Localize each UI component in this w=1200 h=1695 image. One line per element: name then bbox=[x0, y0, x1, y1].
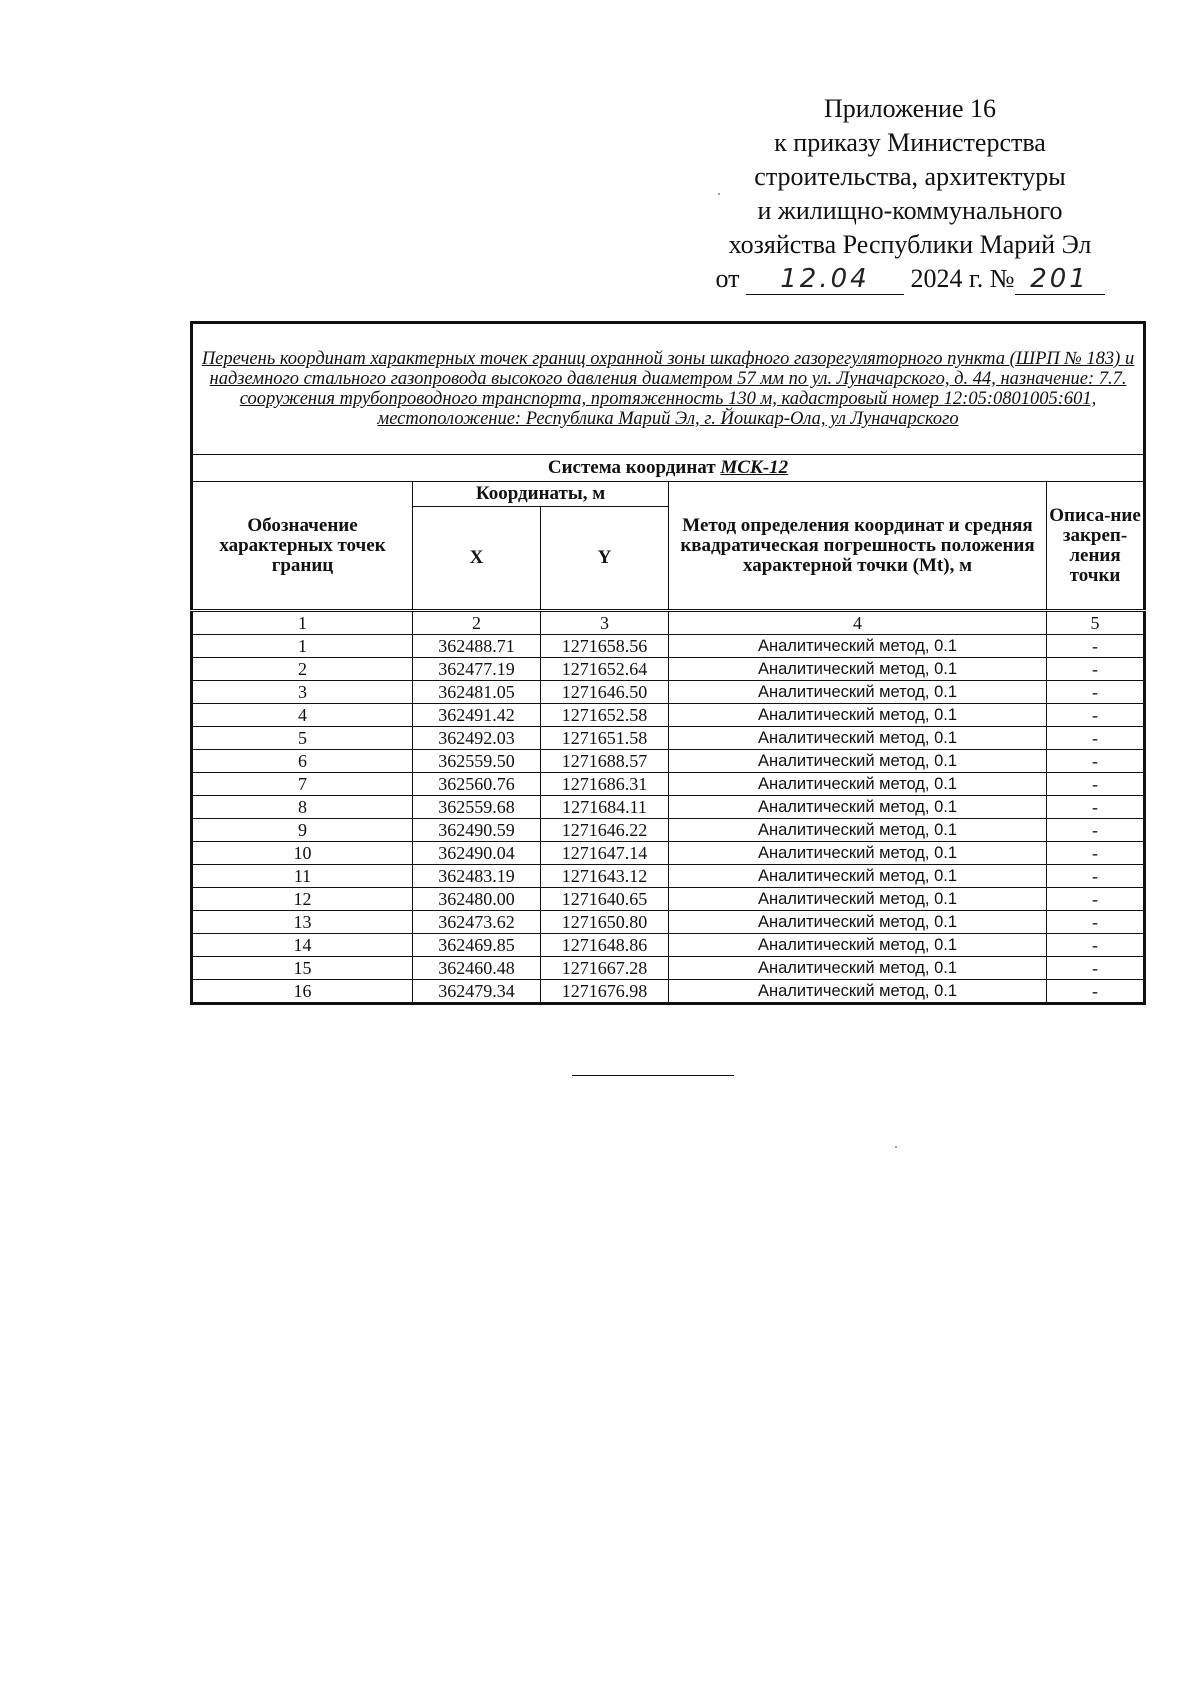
header-x: X bbox=[413, 507, 541, 611]
x-cell: 362560.76 bbox=[413, 773, 541, 796]
method-cell: Аналитический метод, 0.1 bbox=[669, 773, 1047, 796]
column-number-3: 3 bbox=[541, 611, 669, 635]
y-cell: 1271650.80 bbox=[541, 911, 669, 934]
method-cell: Аналитический метод, 0.1 bbox=[669, 681, 1047, 704]
header-y: Y bbox=[541, 507, 669, 611]
table-row bbox=[192, 773, 1145, 796]
column-number-5: 5 bbox=[1047, 611, 1145, 635]
table-row bbox=[192, 980, 1145, 1004]
description-cell: - bbox=[1047, 658, 1145, 681]
table-row bbox=[192, 957, 1145, 980]
x-cell: 362479.34 bbox=[413, 980, 541, 1004]
end-divider bbox=[572, 1075, 734, 1076]
description-cell: - bbox=[1047, 957, 1145, 980]
caption-row bbox=[192, 323, 1145, 455]
description-cell: - bbox=[1047, 681, 1145, 704]
coordinate-system bbox=[192, 455, 1145, 482]
description-cell: - bbox=[1047, 819, 1145, 842]
method-cell: Аналитический метод, 0.1 bbox=[669, 819, 1047, 842]
table-row bbox=[192, 819, 1145, 842]
point-cell: 3 bbox=[192, 681, 413, 704]
year-number-label: 2024 г. № bbox=[910, 264, 1015, 293]
x-cell: 362483.19 bbox=[413, 865, 541, 888]
coordinate-system-row bbox=[192, 455, 1145, 482]
point-cell: 15 bbox=[192, 957, 413, 980]
description-cell: - bbox=[1047, 980, 1145, 1004]
x-cell: 362490.04 bbox=[413, 842, 541, 865]
method-cell: Аналитический метод, 0.1 bbox=[669, 934, 1047, 957]
description-cell: - bbox=[1047, 842, 1145, 865]
x-cell: 362480.00 bbox=[413, 888, 541, 911]
y-cell: 1271648.86 bbox=[541, 934, 669, 957]
header-method: Метод определения координат и средняя квадратическая погрешность положения характерной точки (Mt), м bbox=[669, 482, 1047, 611]
column-numbers-row bbox=[192, 611, 1145, 635]
y-cell: 1271652.64 bbox=[541, 658, 669, 681]
y-cell: 1271640.65 bbox=[541, 888, 669, 911]
method-cell: Аналитический метод, 0.1 bbox=[669, 796, 1047, 819]
method-cell: Аналитический метод, 0.1 bbox=[669, 865, 1047, 888]
description-cell: - bbox=[1047, 635, 1145, 658]
column-number-1: 1 bbox=[192, 611, 413, 635]
coordinate-system-label: Система координат bbox=[547, 457, 716, 478]
header-row-1 bbox=[192, 482, 1145, 507]
point-cell: 11 bbox=[192, 865, 413, 888]
coordinate-system-value: МСК-12 bbox=[720, 457, 789, 478]
y-cell: 1271686.31 bbox=[541, 773, 669, 796]
header-designation: Обозначение характерных точек границ bbox=[192, 482, 413, 611]
method-cell: Аналитический метод, 0.1 bbox=[669, 980, 1047, 1004]
table-row bbox=[192, 704, 1145, 727]
ministry-line-1: строительства, архитектуры bbox=[754, 162, 1066, 191]
table-row bbox=[192, 888, 1145, 911]
date-prefix: от bbox=[715, 264, 740, 293]
column-number-2: 2 bbox=[413, 611, 541, 635]
x-cell: 362473.62 bbox=[413, 911, 541, 934]
table-row bbox=[192, 750, 1145, 773]
point-cell: 13 bbox=[192, 911, 413, 934]
x-cell: 362559.68 bbox=[413, 796, 541, 819]
scan-speck bbox=[895, 1146, 897, 1148]
point-cell: 16 bbox=[192, 980, 413, 1004]
order-date-line bbox=[700, 262, 1120, 296]
point-cell: 2 bbox=[192, 658, 413, 681]
x-cell: 362460.48 bbox=[413, 957, 541, 980]
table-row bbox=[192, 842, 1145, 865]
method-cell: Аналитический метод, 0.1 bbox=[669, 658, 1047, 681]
header-coordinates: Координаты, м bbox=[413, 482, 669, 507]
appendix-header bbox=[700, 92, 1120, 296]
description-cell: - bbox=[1047, 888, 1145, 911]
table-row bbox=[192, 681, 1145, 704]
coordinates-table bbox=[190, 321, 1146, 1005]
x-cell: 362477.19 bbox=[413, 658, 541, 681]
point-cell: 4 bbox=[192, 704, 413, 727]
description-cell: - bbox=[1047, 727, 1145, 750]
method-cell: Аналитический метод, 0.1 bbox=[669, 911, 1047, 934]
y-cell: 1271643.12 bbox=[541, 865, 669, 888]
table-row bbox=[192, 658, 1145, 681]
y-cell: 1271684.11 bbox=[541, 796, 669, 819]
method-cell: Аналитический метод, 0.1 bbox=[669, 704, 1047, 727]
x-cell: 362481.05 bbox=[413, 681, 541, 704]
description-cell: - bbox=[1047, 865, 1145, 888]
table-caption: Перечень координат характерных точек границ охранной зоны шкафного газорегуляторного пункта (ШРП № 183) и надземного стального газопровода высокого давления диаметром 57 мм по ул. Луначарского, д. 44, назначение: 7.7. сооружения трубопроводного транспорта, протяженность 130 м, кадастровый номер 12:05:0801005:601, местоположение: Республика Марий Эл, г. Йошкар-Ола, ул Луначарского bbox=[192, 323, 1145, 455]
ministry-line-3: хозяйства Республики Марий Эл bbox=[728, 230, 1092, 259]
table-row bbox=[192, 796, 1145, 819]
y-cell: 1271647.14 bbox=[541, 842, 669, 865]
scan-speck bbox=[718, 193, 720, 195]
y-cell: 1271646.22 bbox=[541, 819, 669, 842]
description-cell: - bbox=[1047, 750, 1145, 773]
table-row bbox=[192, 911, 1145, 934]
method-cell: Аналитический метод, 0.1 bbox=[669, 842, 1047, 865]
handwritten-order-number: 201 bbox=[1015, 264, 1105, 295]
ministry-line-2: и жилищно-коммунального bbox=[757, 196, 1063, 225]
table-row bbox=[192, 865, 1145, 888]
point-cell: 8 bbox=[192, 796, 413, 819]
y-cell: 1271652.58 bbox=[541, 704, 669, 727]
y-cell: 1271667.28 bbox=[541, 957, 669, 980]
x-cell: 362469.85 bbox=[413, 934, 541, 957]
x-cell: 362492.03 bbox=[413, 727, 541, 750]
handwritten-date: 12.04 bbox=[746, 264, 904, 295]
table-row bbox=[192, 635, 1145, 658]
column-number-4: 4 bbox=[669, 611, 1047, 635]
order-line: к приказу Министерства bbox=[774, 128, 1046, 157]
point-cell: 5 bbox=[192, 727, 413, 750]
point-cell: 1 bbox=[192, 635, 413, 658]
appendix-title: Приложение 16 bbox=[823, 94, 997, 123]
point-cell: 6 bbox=[192, 750, 413, 773]
description-cell: - bbox=[1047, 704, 1145, 727]
method-cell: Аналитический метод, 0.1 bbox=[669, 750, 1047, 773]
x-cell: 362559.50 bbox=[413, 750, 541, 773]
description-cell: - bbox=[1047, 796, 1145, 819]
header-description: Описа-ние закреп-ления точки bbox=[1047, 482, 1145, 611]
table-row bbox=[192, 727, 1145, 750]
method-cell: Аналитический метод, 0.1 bbox=[669, 727, 1047, 750]
y-cell: 1271676.98 bbox=[541, 980, 669, 1004]
y-cell: 1271658.56 bbox=[541, 635, 669, 658]
y-cell: 1271651.58 bbox=[541, 727, 669, 750]
description-cell: - bbox=[1047, 911, 1145, 934]
y-cell: 1271688.57 bbox=[541, 750, 669, 773]
point-cell: 14 bbox=[192, 934, 413, 957]
x-cell: 362488.71 bbox=[413, 635, 541, 658]
point-cell: 9 bbox=[192, 819, 413, 842]
x-cell: 362490.59 bbox=[413, 819, 541, 842]
table-row bbox=[192, 934, 1145, 957]
method-cell: Аналитический метод, 0.1 bbox=[669, 635, 1047, 658]
method-cell: Аналитический метод, 0.1 bbox=[669, 888, 1047, 911]
point-cell: 7 bbox=[192, 773, 413, 796]
y-cell: 1271646.50 bbox=[541, 681, 669, 704]
description-cell: - bbox=[1047, 934, 1145, 957]
description-cell: - bbox=[1047, 773, 1145, 796]
x-cell: 362491.42 bbox=[413, 704, 541, 727]
point-cell: 12 bbox=[192, 888, 413, 911]
point-cell: 10 bbox=[192, 842, 413, 865]
method-cell: Аналитический метод, 0.1 bbox=[669, 957, 1047, 980]
